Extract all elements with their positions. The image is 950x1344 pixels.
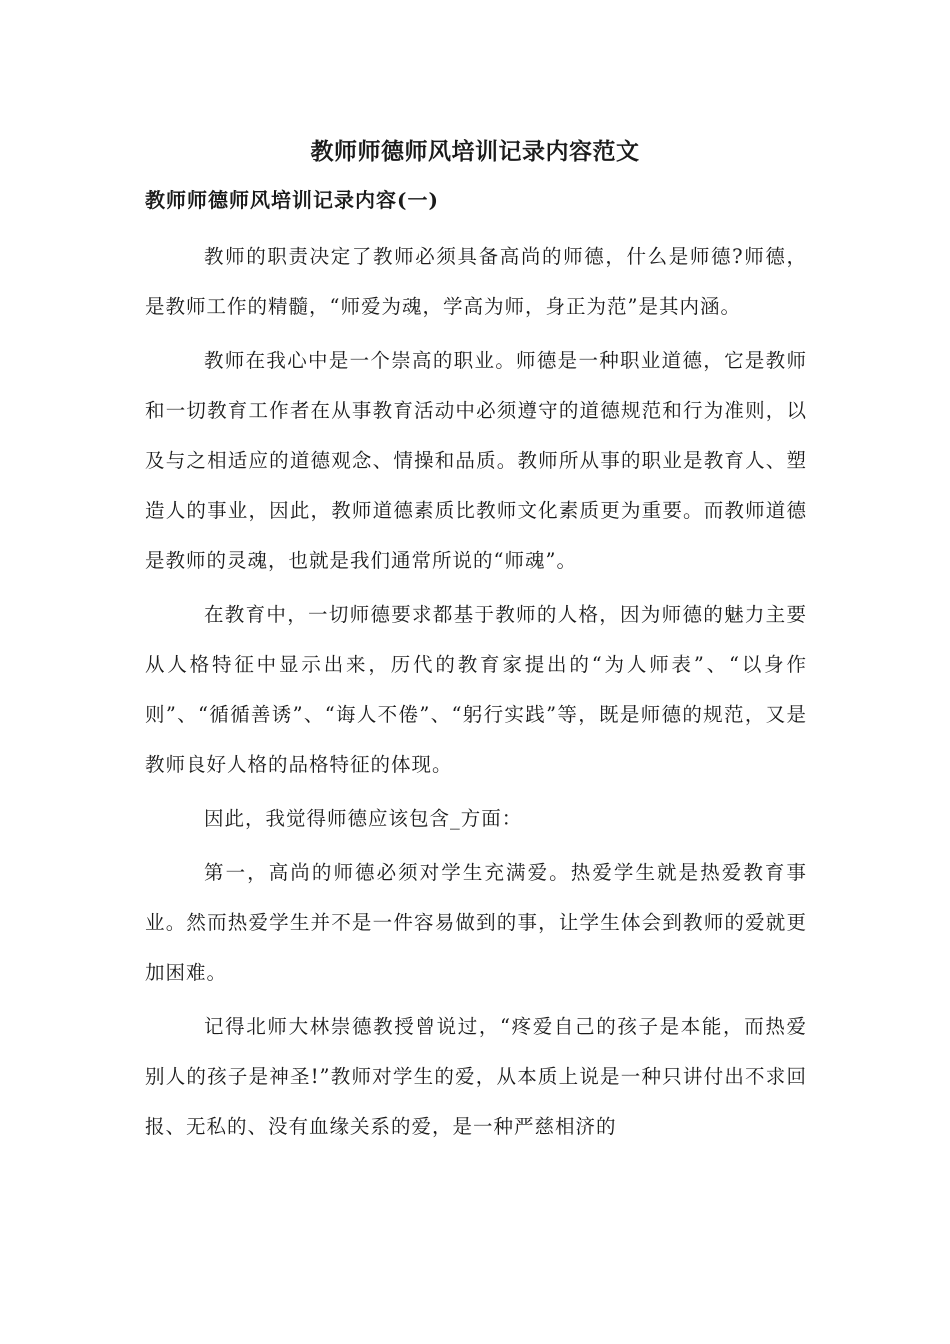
document-title: 教师师德师风培训记录内容范文 [310,139,640,165]
paragraph-6: 记得北师大林崇德教授曾说过，“疼爱自己的孩子是本能，而热爱别人的孩子是神圣!”教师对学生的爱，从本质上说是一种只讲付出不求回报、无私的、没有血缘关系的爱，是一种严慈相济的 [145,1015,807,1138]
paragraph-4: 因此，我觉得师德应该包含_方面： [204,807,523,830]
paragraph-3: 在教育中，一切师德要求都基于教师的人格，因为师德的魅力主要从人格特征中显示出来，历代的教育家提出的“为人师表”、“以身作则”、“循循善诱”、“诲人不倦”、“躬行实践”等，既是师德的规范，又是教师良好人格的品格特征的体现。 [145,603,807,776]
paragraph-2: 教师在我心中是一个崇高的职业。师德是一种职业道德，它是教师和一切教育工作者在从事教育活动中必须遵守的道德规范和行为准则，以及与之相适应的道德观念、情操和品质。教师所从事的职业是教育人、塑造人的事业，因此，教师道德素质比教师文化素质更为重要。而教师道德是教师的灵魂，也就是我们通常所说的“师魂”。 [145,349,807,572]
paragraph-1: 教师的职责决定了教师必须具备高尚的师德，什么是师德?师德，是教师工作的精髓，“师爱为魂，学高为师，身正为范”是其内涵。 [145,245,807,318]
document-body [145,232,807,1156]
section-heading: 教师师德师风培训记录内容(一) [145,188,439,212]
paragraph-5: 第一，高尚的师德必须对学生充满爱。热爱学生就是热爱教育事业。然而热爱学生并不是一件容易做到的事，让学生体会到教师的爱就更加困难。 [145,861,807,984]
